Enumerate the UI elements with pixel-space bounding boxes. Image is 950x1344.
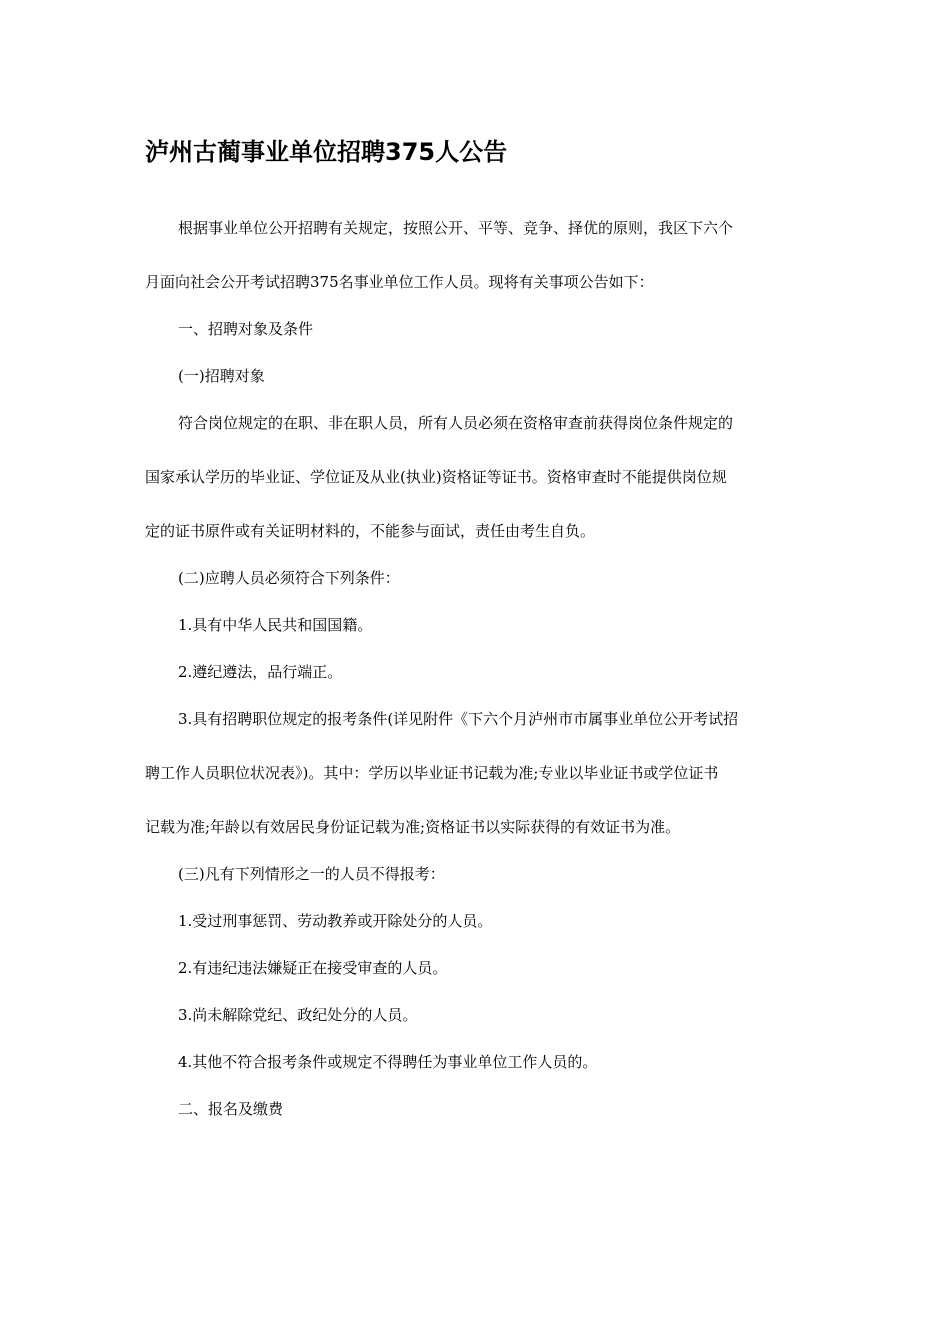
list-item: 3.尚未解除党纪、政纪处分的人员。 [178,1006,418,1024]
paragraph-line: 国家承认学历的毕业证、学位证及从业(执业)资格证等证书。资格审查时不能提供岗位规 [145,468,727,486]
subsection-heading: (一)招聘对象 [178,367,265,385]
section-heading: 二、报名及缴费 [178,1100,284,1118]
document-title: 泸州古蔺事业单位招聘375人公告 [145,138,508,166]
list-item: 4.其他不符合报考条件或规定不得聘任为事业单位工作人员的。 [178,1053,598,1071]
list-item: 3.具有招聘职位规定的报考条件(详见附件《下六个月泸州市市属事业单位公开考试招 [178,710,739,728]
paragraph-line: 根据事业单位公开招聘有关规定，按照公开、平等、竞争、择优的原则，我区下六个 [178,219,734,237]
section-heading: 一、招聘对象及条件 [178,320,314,338]
list-item: 2.有违纪违法嫌疑正在接受审查的人员。 [178,959,448,977]
paragraph-line: 符合岗位规定的在职、非在职人员，所有人员必须在资格审查前获得岗位条件规定的 [178,414,734,432]
list-item: 2.遵纪遵法，品行端正。 [178,663,343,681]
list-item: 1.具有中华人民共和国国籍。 [178,616,373,634]
list-item: 1.受过刑事惩罚、劳动教养或开除处分的人员。 [178,912,493,930]
subsection-heading: (三)凡有下列情形之一的人员不得报考： [178,865,445,883]
paragraph-line: 月面向社会公开考试招聘375名事业单位工作人员。现将有关事项公告如下： [145,273,654,291]
subsection-heading: (二)应聘人员必须符合下列条件： [178,569,400,587]
paragraph-line: 记载为准;年龄以有效居民身份证记载为准;资格证书以实际获得的有效证书为准。 [145,818,681,836]
paragraph-line: 聘工作人员职位状况表》)。其中：学历以毕业证书记载为准;专业以毕业证书或学位证书 [145,764,719,782]
paragraph-line: 定的证书原件或有关证明材料的，不能参与面试，责任由考生自负。 [145,522,596,540]
